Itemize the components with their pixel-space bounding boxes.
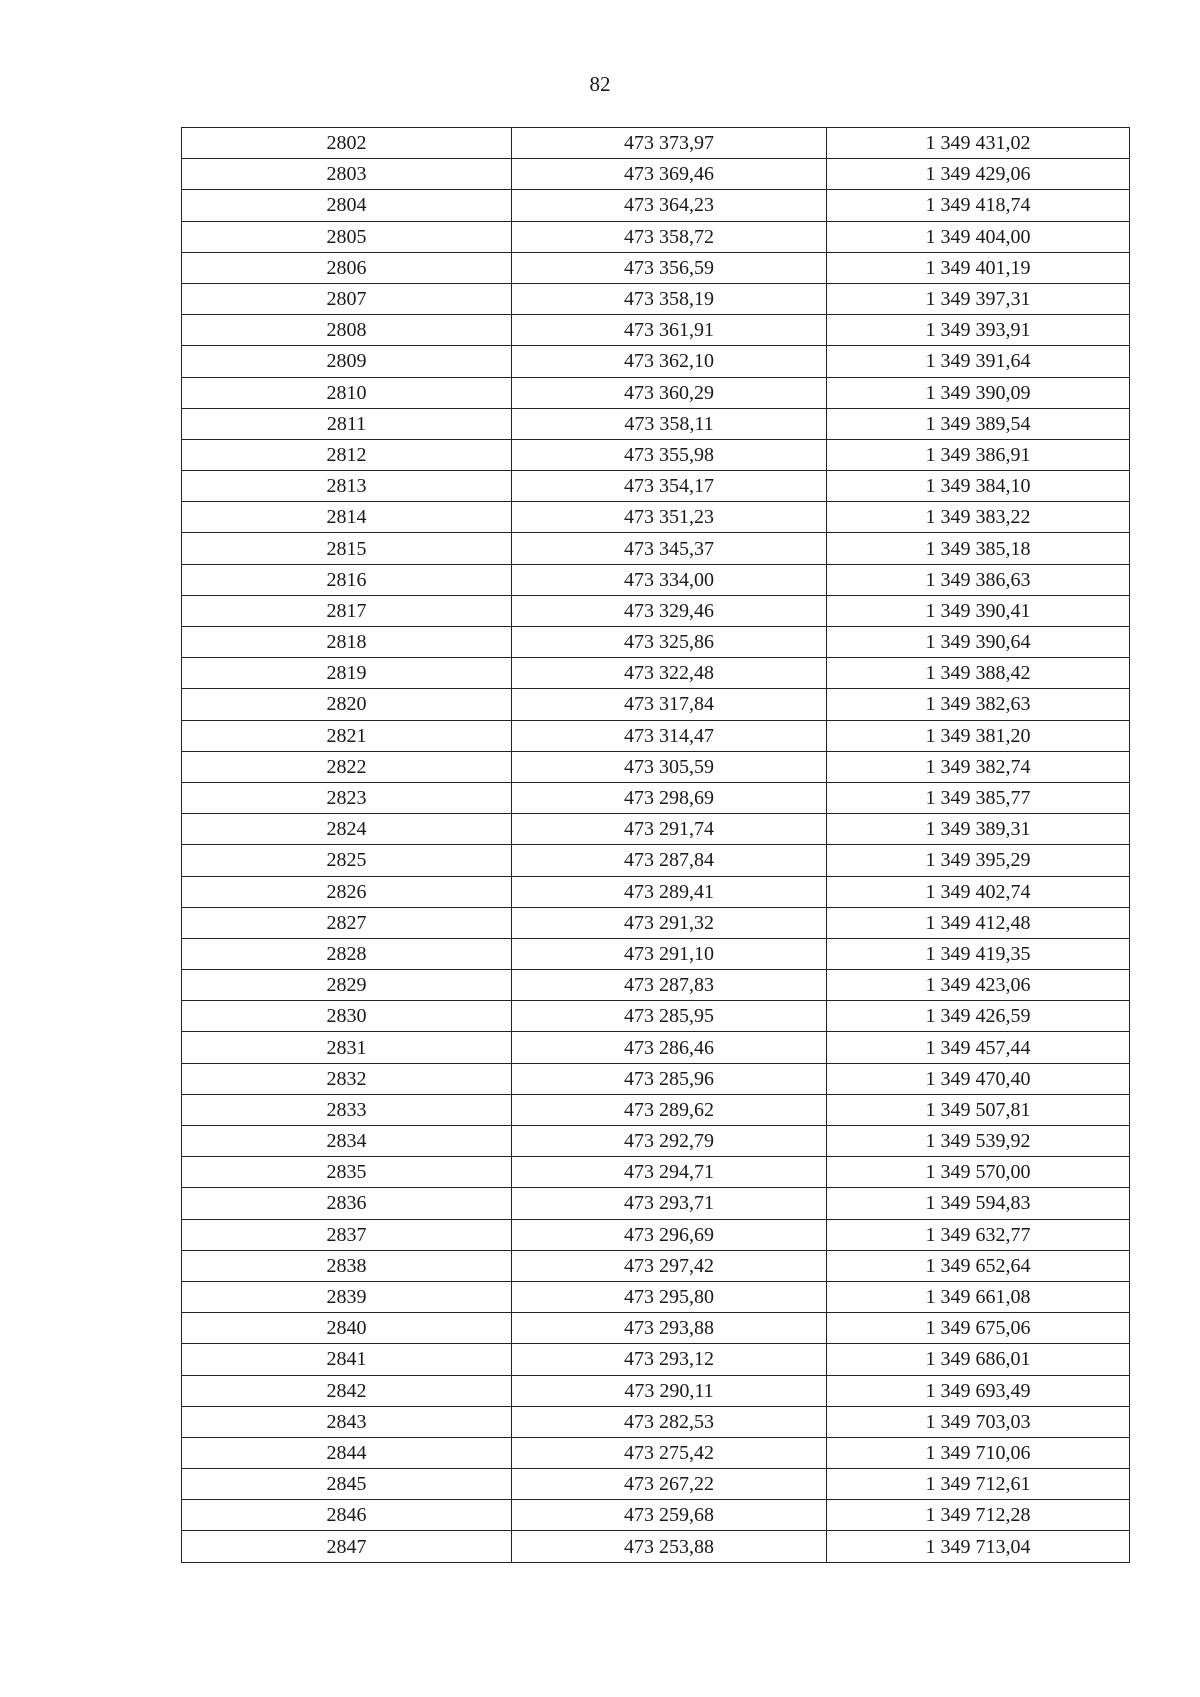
y-coordinate-cell: 1 349 710,06 [827,1437,1130,1468]
x-coordinate-cell: 473 285,96 [512,1063,827,1094]
x-coordinate-cell: 473 287,84 [512,845,827,876]
y-coordinate-cell: 1 349 390,41 [827,595,1130,626]
table-row [182,1313,1130,1344]
point-number-cell: 2831 [182,1032,512,1063]
x-coordinate-cell: 473 329,46 [512,595,827,626]
point-number-cell: 2823 [182,782,512,813]
x-coordinate-cell: 473 358,11 [512,408,827,439]
table-row [182,970,1130,1001]
x-coordinate-cell: 473 293,71 [512,1188,827,1219]
x-coordinate-cell: 473 361,91 [512,315,827,346]
y-coordinate-cell: 1 349 675,06 [827,1313,1130,1344]
table-row [182,564,1130,595]
x-coordinate-cell: 473 295,80 [512,1281,827,1312]
point-number-cell: 2807 [182,283,512,314]
y-coordinate-cell: 1 349 381,20 [827,720,1130,751]
point-number-cell: 2812 [182,439,512,470]
x-coordinate-cell: 473 290,11 [512,1375,827,1406]
table-row [182,1531,1130,1562]
y-coordinate-cell: 1 349 661,08 [827,1281,1130,1312]
point-number-cell: 2811 [182,408,512,439]
y-coordinate-cell: 1 349 401,19 [827,252,1130,283]
point-number-cell: 2837 [182,1219,512,1250]
point-number-cell: 2804 [182,190,512,221]
y-coordinate-cell: 1 349 652,64 [827,1250,1130,1281]
table-row [182,1157,1130,1188]
x-coordinate-cell: 473 305,59 [512,751,827,782]
table-row [182,471,1130,502]
x-coordinate-cell: 473 356,59 [512,252,827,283]
y-coordinate-cell: 1 349 388,42 [827,658,1130,689]
point-number-cell: 2844 [182,1437,512,1468]
point-number-cell: 2813 [182,471,512,502]
point-number-cell: 2824 [182,814,512,845]
point-number-cell: 2835 [182,1157,512,1188]
table-row [182,346,1130,377]
point-number-cell: 2808 [182,315,512,346]
y-coordinate-cell: 1 349 632,77 [827,1219,1130,1250]
point-number-cell: 2833 [182,1094,512,1125]
table-row [182,408,1130,439]
x-coordinate-cell: 473 259,68 [512,1500,827,1531]
point-number-cell: 2836 [182,1188,512,1219]
y-coordinate-cell: 1 349 389,54 [827,408,1130,439]
table-row [182,252,1130,283]
y-coordinate-cell: 1 349 594,83 [827,1188,1130,1219]
x-coordinate-cell: 473 355,98 [512,439,827,470]
table-row [182,221,1130,252]
point-number-cell: 2838 [182,1250,512,1281]
point-number-cell: 2846 [182,1500,512,1531]
table-row [182,1344,1130,1375]
y-coordinate-cell: 1 349 712,61 [827,1469,1130,1500]
y-coordinate-cell: 1 349 385,18 [827,533,1130,564]
point-number-cell: 2845 [182,1469,512,1500]
y-coordinate-cell: 1 349 712,28 [827,1500,1130,1531]
x-coordinate-cell: 473 362,10 [512,346,827,377]
x-coordinate-cell: 473 345,37 [512,533,827,564]
x-coordinate-cell: 473 275,42 [512,1437,827,1468]
table-row [182,845,1130,876]
x-coordinate-cell: 473 293,88 [512,1313,827,1344]
point-number-cell: 2834 [182,1126,512,1157]
point-number-cell: 2830 [182,1001,512,1032]
x-coordinate-cell: 473 293,12 [512,1344,827,1375]
table-row [182,1281,1130,1312]
point-number-cell: 2839 [182,1281,512,1312]
x-coordinate-cell: 473 294,71 [512,1157,827,1188]
table-row [182,1001,1130,1032]
x-coordinate-cell: 473 253,88 [512,1531,827,1562]
page-number: 82 [589,72,611,96]
x-coordinate-cell: 473 373,97 [512,128,827,159]
y-coordinate-cell: 1 349 395,29 [827,845,1130,876]
point-number-cell: 2818 [182,627,512,658]
point-number-cell: 2814 [182,502,512,533]
table-row [182,720,1130,751]
point-number-cell: 2847 [182,1531,512,1562]
point-number-cell: 2841 [182,1344,512,1375]
y-coordinate-cell: 1 349 431,02 [827,128,1130,159]
x-coordinate-cell: 473 287,83 [512,970,827,1001]
table-row [182,751,1130,782]
table-row [182,283,1130,314]
y-coordinate-cell: 1 349 382,63 [827,689,1130,720]
table-row [182,439,1130,470]
table-row [182,1219,1130,1250]
x-coordinate-cell: 473 354,17 [512,471,827,502]
x-coordinate-cell: 473 297,42 [512,1250,827,1281]
y-coordinate-cell: 1 349 539,92 [827,1126,1130,1157]
table-row [182,377,1130,408]
point-number-cell: 2815 [182,533,512,564]
table-row [182,907,1130,938]
point-number-cell: 2820 [182,689,512,720]
y-coordinate-cell: 1 349 419,35 [827,938,1130,969]
x-coordinate-cell: 473 322,48 [512,658,827,689]
table-row [182,128,1130,159]
y-coordinate-cell: 1 349 423,06 [827,970,1130,1001]
y-coordinate-cell: 1 349 457,44 [827,1032,1130,1063]
table-row [182,533,1130,564]
point-number-cell: 2825 [182,845,512,876]
x-coordinate-cell: 473 360,29 [512,377,827,408]
x-coordinate-cell: 473 292,79 [512,1126,827,1157]
table-row [182,190,1130,221]
y-coordinate-cell: 1 349 390,64 [827,627,1130,658]
y-coordinate-cell: 1 349 402,74 [827,876,1130,907]
point-number-cell: 2806 [182,252,512,283]
y-coordinate-cell: 1 349 693,49 [827,1375,1130,1406]
x-coordinate-cell: 473 282,53 [512,1406,827,1437]
y-coordinate-cell: 1 349 382,74 [827,751,1130,782]
table-row [182,1126,1130,1157]
x-coordinate-cell: 473 314,47 [512,720,827,751]
table-row [182,938,1130,969]
y-coordinate-cell: 1 349 713,04 [827,1531,1130,1562]
point-number-cell: 2803 [182,159,512,190]
point-number-cell: 2805 [182,221,512,252]
table-row [182,1250,1130,1281]
table-row [182,159,1130,190]
y-coordinate-cell: 1 349 426,59 [827,1001,1130,1032]
table-row [182,1437,1130,1468]
x-coordinate-cell: 473 369,46 [512,159,827,190]
y-coordinate-cell: 1 349 390,09 [827,377,1130,408]
point-number-cell: 2840 [182,1313,512,1344]
x-coordinate-cell: 473 317,84 [512,689,827,720]
x-coordinate-cell: 473 286,46 [512,1032,827,1063]
x-coordinate-cell: 473 291,10 [512,938,827,969]
y-coordinate-cell: 1 349 393,91 [827,315,1130,346]
x-coordinate-cell: 473 267,22 [512,1469,827,1500]
table-row [182,782,1130,813]
coordinates-table-body [182,128,1130,1563]
y-coordinate-cell: 1 349 429,06 [827,159,1130,190]
x-coordinate-cell: 473 291,74 [512,814,827,845]
table-row [182,1406,1130,1437]
table-row [182,658,1130,689]
table-row [182,627,1130,658]
table-row [182,689,1130,720]
table-row [182,1032,1130,1063]
x-coordinate-cell: 473 351,23 [512,502,827,533]
y-coordinate-cell: 1 349 412,48 [827,907,1130,938]
point-number-cell: 2816 [182,564,512,595]
y-coordinate-cell: 1 349 383,22 [827,502,1130,533]
table-row [182,595,1130,626]
y-coordinate-cell: 1 349 389,31 [827,814,1130,845]
point-number-cell: 2817 [182,595,512,626]
table-row [182,1063,1130,1094]
y-coordinate-cell: 1 349 386,63 [827,564,1130,595]
x-coordinate-cell: 473 358,72 [512,221,827,252]
x-coordinate-cell: 473 289,41 [512,876,827,907]
y-coordinate-cell: 1 349 404,00 [827,221,1130,252]
x-coordinate-cell: 473 334,00 [512,564,827,595]
point-number-cell: 2822 [182,751,512,782]
table-row [182,1094,1130,1125]
y-coordinate-cell: 1 349 470,40 [827,1063,1130,1094]
point-number-cell: 2827 [182,907,512,938]
table-row [182,1188,1130,1219]
table-row [182,502,1130,533]
y-coordinate-cell: 1 349 703,03 [827,1406,1130,1437]
point-number-cell: 2829 [182,970,512,1001]
x-coordinate-cell: 473 298,69 [512,782,827,813]
y-coordinate-cell: 1 349 397,31 [827,283,1130,314]
x-coordinate-cell: 473 289,62 [512,1094,827,1125]
y-coordinate-cell: 1 349 386,91 [827,439,1130,470]
point-number-cell: 2832 [182,1063,512,1094]
coordinates-table [181,127,1130,1563]
x-coordinate-cell: 473 364,23 [512,190,827,221]
point-number-cell: 2828 [182,938,512,969]
x-coordinate-cell: 473 358,19 [512,283,827,314]
table-row [182,1375,1130,1406]
table-row [182,876,1130,907]
point-number-cell: 2843 [182,1406,512,1437]
point-number-cell: 2809 [182,346,512,377]
x-coordinate-cell: 473 291,32 [512,907,827,938]
table-row [182,1500,1130,1531]
y-coordinate-cell: 1 349 570,00 [827,1157,1130,1188]
x-coordinate-cell: 473 285,95 [512,1001,827,1032]
point-number-cell: 2821 [182,720,512,751]
y-coordinate-cell: 1 349 507,81 [827,1094,1130,1125]
y-coordinate-cell: 1 349 384,10 [827,471,1130,502]
x-coordinate-cell: 473 325,86 [512,627,827,658]
table-row [182,814,1130,845]
y-coordinate-cell: 1 349 385,77 [827,782,1130,813]
point-number-cell: 2819 [182,658,512,689]
y-coordinate-cell: 1 349 418,74 [827,190,1130,221]
table-row [182,315,1130,346]
x-coordinate-cell: 473 296,69 [512,1219,827,1250]
point-number-cell: 2842 [182,1375,512,1406]
y-coordinate-cell: 1 349 686,01 [827,1344,1130,1375]
table-row [182,1469,1130,1500]
point-number-cell: 2802 [182,128,512,159]
y-coordinate-cell: 1 349 391,64 [827,346,1130,377]
point-number-cell: 2826 [182,876,512,907]
point-number-cell: 2810 [182,377,512,408]
